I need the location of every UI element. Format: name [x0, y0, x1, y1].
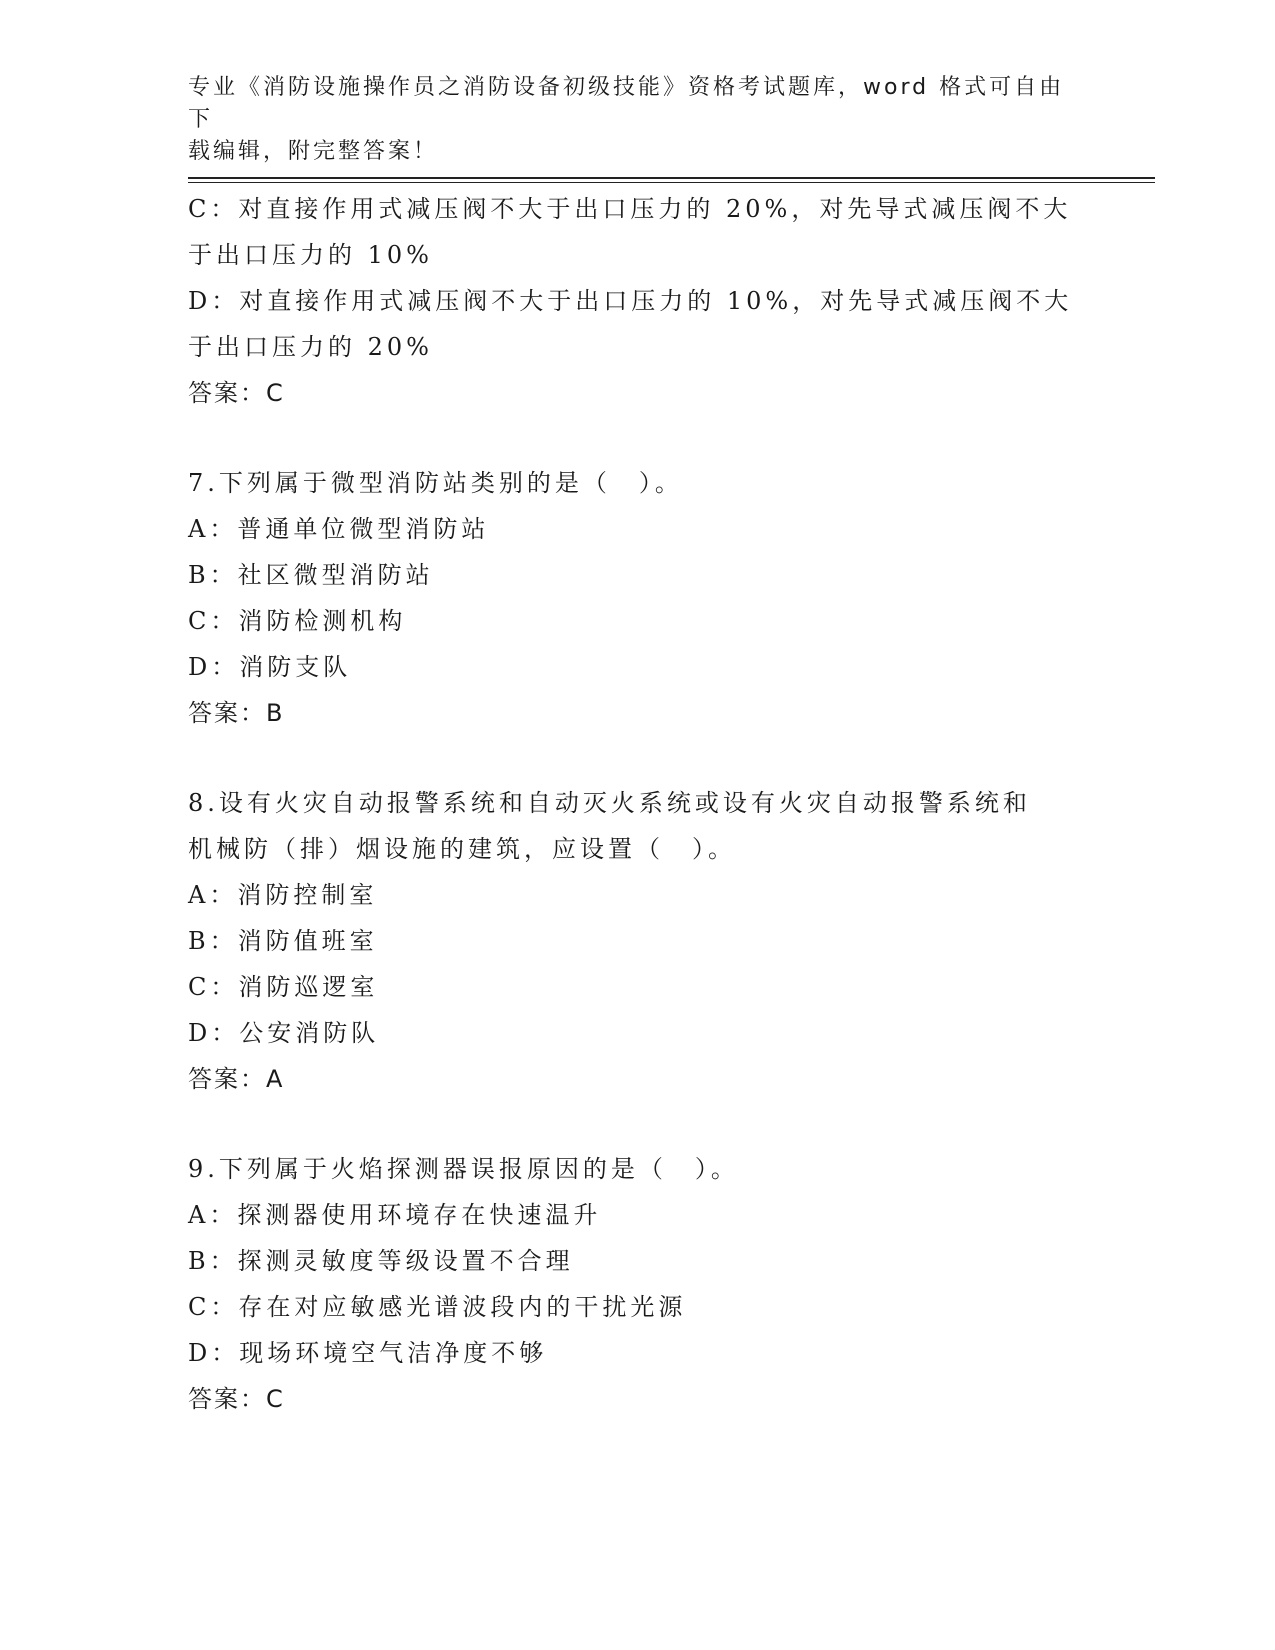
- question-stem-continued: 机械防（排）烟设施的建筑，应设置（ ）。: [188, 835, 736, 863]
- question-7: [188, 460, 1088, 736]
- question-6: [188, 186, 1088, 416]
- question-spacer: [188, 736, 1088, 780]
- header-title-line-1: 专业《消防设施操作员之消防设备初级技能》资格考试题库，word 格式可自由下: [188, 75, 1065, 132]
- answer: 答案：B: [188, 699, 285, 727]
- option-b: B：探测灵敏度等级设置不合理: [188, 1247, 574, 1275]
- answer: 答案：C: [188, 1385, 285, 1413]
- answer: 答案：C: [188, 379, 285, 407]
- question-spacer: [188, 416, 1088, 460]
- header-rule-thick: [188, 177, 1155, 179]
- question-stem: 7.下列属于微型消防站类别的是（ ）。: [188, 469, 683, 497]
- option-d: D：对直接作用式减压阀不大于出口压力的 10%，对先导式减压阀不大: [188, 287, 1073, 315]
- option-d: D：公安消防队: [188, 1019, 380, 1047]
- question-list: [188, 186, 1088, 1422]
- question-spacer: [188, 1102, 1088, 1146]
- option-d-continued: 于出口压力的 20%: [188, 333, 433, 361]
- option-a: A：普通单位微型消防站: [188, 515, 490, 543]
- option-c: C：消防巡逻室: [188, 973, 379, 1001]
- option-b: B：消防值班室: [188, 927, 378, 955]
- header-rule-thin: [188, 182, 1155, 183]
- question-8: [188, 780, 1088, 1102]
- option-c: C：存在对应敏感光谱波段内的干扰光源: [188, 1293, 687, 1321]
- option-a: A：消防控制室: [188, 881, 378, 909]
- option-c: C：对直接作用式减压阀不大于出口压力的 20%，对先导式减压阀不大: [188, 195, 1072, 223]
- question-9: [188, 1146, 1088, 1422]
- answer: 答案：A: [188, 1065, 285, 1093]
- option-d: D：消防支队: [188, 653, 352, 681]
- question-stem: 8.设有火灾自动报警系统和自动灭火系统或设有火灾自动报警系统和: [188, 789, 1031, 817]
- document-header: [188, 72, 1068, 168]
- option-c-continued: 于出口压力的 10%: [188, 241, 433, 269]
- header-title-line-2: 载编辑，附完整答案！: [188, 139, 439, 164]
- option-d: D：现场环境空气洁净度不够: [188, 1339, 548, 1367]
- option-c: C：消防检测机构: [188, 607, 407, 635]
- option-b: B：社区微型消防站: [188, 561, 434, 589]
- question-stem: 9.下列属于火焰探测器误报原因的是（ ）。: [188, 1155, 739, 1183]
- option-a: A：探测器使用环境存在快速温升: [188, 1201, 602, 1229]
